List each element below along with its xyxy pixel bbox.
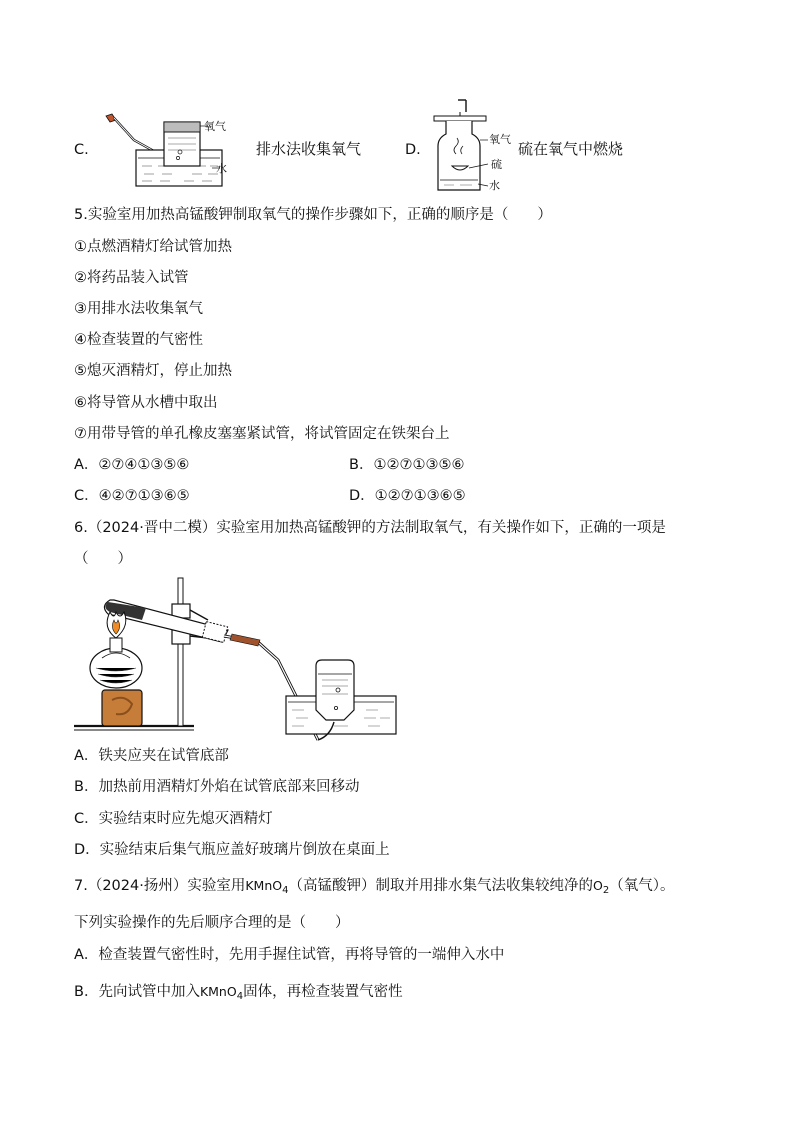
figure-c-oxygen-label: 氧气	[204, 120, 226, 133]
q6-paren: （ ）	[74, 551, 132, 567]
q5-option-c: C．④②⑦①③⑥⑤	[74, 488, 190, 504]
option-d-label: D.	[405, 142, 421, 158]
q5-step-5: ⑤熄灭酒精灯，停止加热	[74, 363, 232, 379]
q6-option-b: B．加热前用酒精灯外焰在试管底部来回移动	[74, 779, 360, 795]
q5-step-7: ⑦用带导管的单孔橡皮塞塞紧试管，将试管固定在铁架台上	[74, 426, 450, 442]
q7-stem-part1: 7.（2024·扬州）实验室用	[74, 878, 246, 894]
figure-c-caption: 排水法收集氧气	[256, 140, 362, 158]
q7-formula-o2: O	[592, 878, 603, 893]
figure-d-sulfur-label: 硫	[491, 158, 502, 171]
q5-stem: 5.实验室用加热高锰酸钾制取氧气的操作步骤如下，正确的顺序是（ ）	[74, 207, 552, 223]
q5-option-d: D．①②⑦①③⑥⑤	[349, 488, 466, 504]
q7-option-b	[74, 982, 403, 1007]
q7-formula-kmno4-subscript: 4	[282, 885, 289, 896]
q5-step-6: ⑥将导管从水槽中取出	[74, 395, 218, 411]
q5-option-a: A．②⑦④①③⑤⑥	[74, 457, 190, 473]
q5-option-b: B．①②⑦①③⑤⑥	[349, 457, 465, 473]
q5-step-3: ③用排水法收集氧气	[74, 301, 203, 317]
figure-c-water-label: 水	[216, 162, 227, 175]
figure-d-water-label: 水	[489, 179, 500, 192]
q7-option-b-formula: KMnO	[199, 984, 237, 999]
figure-d-oxygen-label: 氧气	[489, 133, 511, 146]
sulfur-burning-figure	[432, 98, 522, 196]
q7-option-a: A．检查装置气密性时，先用手握住试管，再将导管的一端伸入水中	[74, 947, 505, 963]
q7-formula-kmno4: KMnO	[245, 878, 283, 893]
q7-stem	[74, 876, 674, 901]
q6-option-c: C．实验结束时应先熄灭酒精灯	[74, 811, 273, 827]
q7-stem-part2: （高锰酸钾）制取并用排水集气法收集较纯净的	[288, 878, 593, 894]
q5-step-2: ②将药品装入试管	[74, 270, 189, 286]
q7-option-b-part1: B．先向试管中加入	[74, 984, 200, 1000]
q6-option-a: A．铁夹应夹在试管底部	[74, 748, 229, 764]
q6-stem: 6.（2024·晋中二模）实验室用加热高锰酸钾的方法制取氧气，有关操作如下，正确的一项是	[74, 520, 666, 536]
q5-step-4: ④检查装置的气密性	[74, 332, 203, 348]
q7-formula-o2-subscript: 2	[602, 885, 610, 896]
kmno4-heating-apparatus	[72, 576, 402, 736]
q7-stem-part3: （氧气）。	[609, 878, 675, 894]
q7-option-b-formula-subscript: 4	[236, 991, 244, 1002]
q5-step-1: ①点燃酒精灯给试管加热	[74, 239, 232, 255]
option-c-label: C.	[74, 142, 89, 158]
q6-option-d: D．实验结束后集气瓶应盖好玻璃片倒放在桌面上	[74, 842, 390, 858]
q7-stem-line2: 下列实验操作的先后顺序合理的是（ ）	[74, 915, 350, 931]
q7-option-b-part2: 固体，再检查装置气密性	[243, 984, 403, 1000]
figure-d-caption: 硫在氧气中燃烧	[518, 140, 624, 158]
